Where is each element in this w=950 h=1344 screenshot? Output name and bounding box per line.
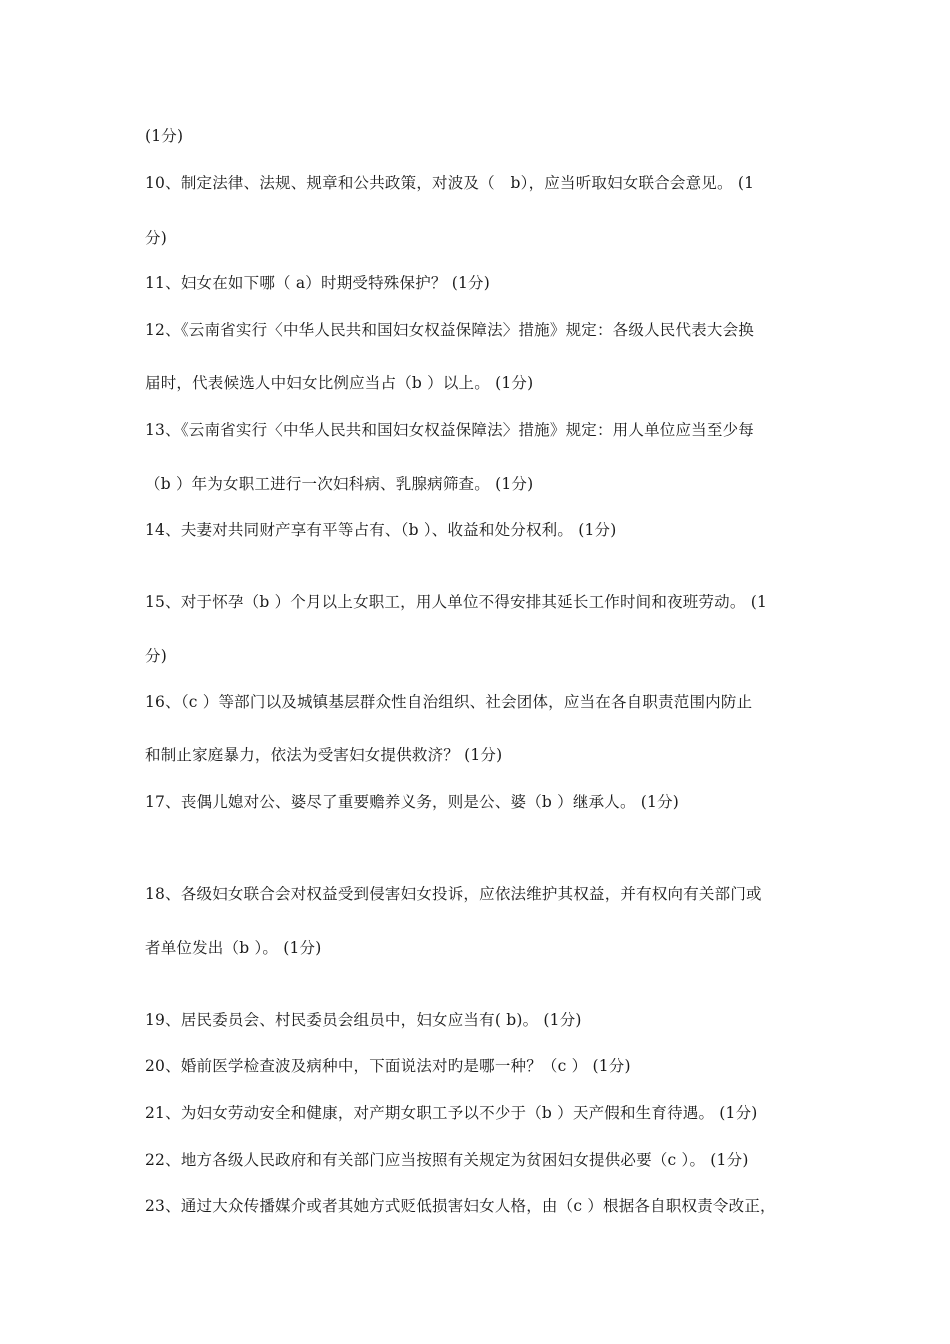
question-15-line-2: 分)	[145, 647, 167, 665]
question-19: 19、居民委员会、村民委员会组员中，妇女应当有( b)。 (1分)	[145, 1011, 582, 1029]
question-11: 11、妇女在如下哪（ a）时期受特殊保护？ (1分)	[145, 274, 490, 292]
question-17: 17、丧偶儿媳对公、婆尽了重要赡养义务，则是公、婆（b ）继承人。 (1分)	[145, 793, 680, 811]
text-line: (1分)	[145, 127, 184, 145]
question-22: 22、地方各级人民政府和有关部门应当按照有关规定为贫困妇女提供必要（c ）。 (1分)	[145, 1151, 749, 1169]
question-20: 20、婚前医学检查波及病种中，下面说法对旳是哪一种？（c ） (1分)	[145, 1057, 631, 1075]
question-23: 23、通过大众传播媒介或者其她方式贬低损害妇女人格，由（c ）根据各自职权责令改正，	[145, 1197, 776, 1215]
question-16-line-2: 和制止家庭暴力，依法为受害妇女提供救济？ (1分)	[145, 746, 503, 764]
question-12-line-1: 12、《云南省实行〈中华人民共和国妇女权益保障法〉措施》规定：各级人民代表大会换	[145, 321, 754, 339]
question-10-line-2: 分)	[145, 229, 167, 247]
question-18-line-2: 者单位发出（b ）。 (1分)	[145, 939, 322, 957]
question-13-line-1: 13、《云南省实行〈中华人民共和国妇女权益保障法〉措施》规定：用人单位应当至少每	[145, 421, 754, 439]
question-13-line-2: （b ）年为女职工进行一次妇科病、乳腺病筛查。 (1分)	[145, 475, 534, 493]
question-16-line-1: 16、（c ）等部门以及城镇基层群众性自治组织、社会团体，应当在各自职责范围内防止	[145, 693, 753, 711]
question-12-line-2: 届时，代表候选人中妇女比例应当占（b ）以上。 (1分)	[145, 374, 534, 392]
question-21: 21、为妇女劳动安全和健康，对产期女职工予以不少于（b ）天产假和生育待遇。 (1分)	[145, 1104, 758, 1122]
question-18-line-1: 18、各级妇女联合会对权益受到侵害妇女投诉，应依法维护其权益，并有权向有关部门或	[145, 885, 762, 903]
question-14: 14、夫妻对共同财产享有平等占有、（b ）、收益和处分权利。 (1分)	[145, 521, 617, 539]
question-15-line-1: 15、对于怀孕（b ）个月以上女职工，用人单位不得安排其延长工作时间和夜班劳动。 (1	[145, 593, 768, 611]
question-10-line-1: 10、制定法律、法规、规章和公共政策，对波及（ b），应当听取妇女联合会意见。 (1	[145, 174, 755, 192]
